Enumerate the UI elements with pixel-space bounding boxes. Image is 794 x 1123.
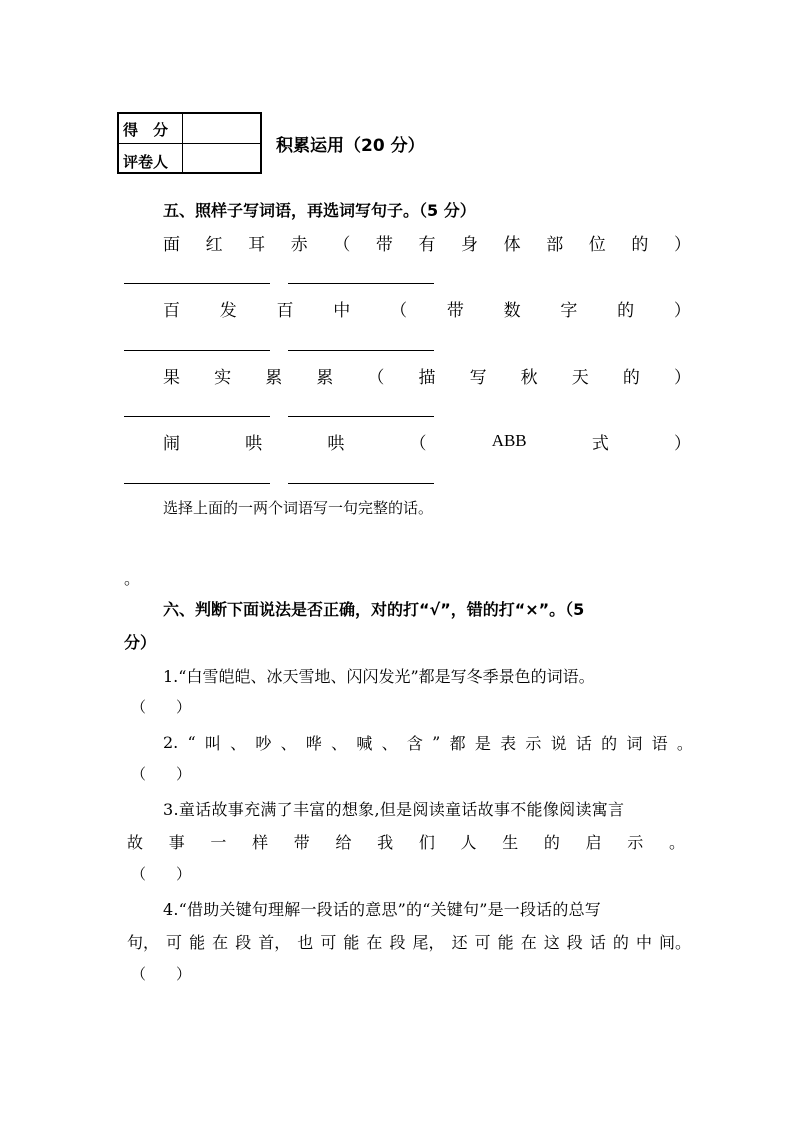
q5-word-row-4 xyxy=(163,429,691,453)
word-char: ） xyxy=(674,433,691,454)
q6-item-1: 1.“白雪皑皑、冰天雪地、闪闪发光”都是写冬季景色的词语。 xyxy=(163,667,595,686)
word-char: 写 xyxy=(469,367,487,388)
word-char: 带 xyxy=(375,234,393,255)
score-table xyxy=(117,112,262,174)
word-char: 位 xyxy=(588,234,606,255)
word-char: 耳 xyxy=(248,234,266,255)
word-char: （ xyxy=(390,300,408,321)
word-char: 累 xyxy=(265,367,283,388)
word-char: ） xyxy=(673,367,691,388)
word-char: 百 xyxy=(276,300,294,321)
q5-word-row-2 xyxy=(163,296,691,320)
q5-word-row-1 xyxy=(163,230,691,254)
q5-word-row-3 xyxy=(163,363,691,387)
word-char: 有 xyxy=(418,234,436,255)
word-char: 果 xyxy=(163,367,180,388)
word-char: 身 xyxy=(461,234,479,255)
word-char: 的 xyxy=(631,234,649,255)
word-char: 哄 xyxy=(327,433,345,454)
score-table-divider xyxy=(119,143,260,144)
word-char: 红 xyxy=(205,234,223,255)
answer-blank[interactable] xyxy=(124,283,270,284)
q6-item-4-answer[interactable]: （ ） xyxy=(131,965,192,983)
word-char: （ xyxy=(409,433,427,454)
q6-item-3-line-1: 3.童话故事充满了丰富的想象,但是阅读童话故事不能像阅读寓言 xyxy=(163,800,625,819)
section-title: 积累运用（20 分） xyxy=(276,136,425,156)
q6-item-4-line-1: 4.“借助关键句理解一段话的意思”的“关键句”是一段话的总写 xyxy=(163,900,601,919)
word-char: （ xyxy=(333,234,351,255)
answer-blank[interactable] xyxy=(124,483,270,484)
word-char: 描 xyxy=(418,367,436,388)
q5-title: 五、照样子写词语，再选词写句子。（5 分） xyxy=(163,201,476,220)
score-label: 得 分 xyxy=(123,121,169,139)
word-char: ） xyxy=(673,234,691,255)
score-table-column-divider xyxy=(182,114,183,172)
word-char: ABB xyxy=(491,431,527,450)
q6-title-continued: 分） xyxy=(124,633,157,652)
word-char: 的 xyxy=(617,300,635,321)
word-char: 字 xyxy=(560,300,578,321)
word-char: 百 xyxy=(163,300,180,321)
answer-blank[interactable] xyxy=(288,350,434,351)
word-char: 体 xyxy=(503,234,521,255)
word-char: 式 xyxy=(591,433,609,454)
word-char: 累 xyxy=(316,367,334,388)
word-char: 的 xyxy=(622,367,640,388)
word-char: 闹 xyxy=(163,433,180,454)
answer-blank[interactable] xyxy=(288,283,434,284)
q6-item-3-answer[interactable]: （ ） xyxy=(131,865,192,883)
answer-blank[interactable] xyxy=(124,416,270,417)
grader-label: 评卷人 xyxy=(123,153,169,171)
q6-item-1-answer[interactable]: （ ） xyxy=(131,698,192,716)
word-char: 实 xyxy=(214,367,232,388)
word-char: 面 xyxy=(163,234,180,255)
word-char: 部 xyxy=(546,234,564,255)
q5-sentence-end-mark: 。 xyxy=(124,569,141,588)
word-char: 带 xyxy=(446,300,464,321)
word-char: （ xyxy=(367,367,385,388)
q6-item-2: 2. “ 叫 、 吵 、 哗 、 喊 、 含 ” 都 是 表 示 说 话 的 词 语 。 xyxy=(163,733,693,753)
word-char: 天 xyxy=(571,367,589,388)
answer-blank[interactable] xyxy=(124,350,270,351)
word-char: 中 xyxy=(333,300,351,321)
word-char: 哄 xyxy=(245,433,263,454)
q6-item-3-line-2: 故 事 一 样 带 给 我 们 人 生 的 启 示 。 xyxy=(127,833,685,852)
grader-input[interactable] xyxy=(185,147,259,171)
word-char: 数 xyxy=(503,300,521,321)
word-char: 秋 xyxy=(520,367,538,388)
q6-item-4-line-2: 句， 可 能 在 段 首， 也 可 能 在 段 尾， 还 可 能 在 这 段 话 的 中 间。 xyxy=(127,933,691,952)
score-input[interactable] xyxy=(185,116,259,140)
word-char: ） xyxy=(673,300,691,321)
q6-title: 六、判断下面说法是否正确，对的打“√”，错的打“×”。（5 xyxy=(163,600,585,619)
answer-blank[interactable] xyxy=(288,416,434,417)
q5-instruction: 选择上面的一两个词语写一句完整的话。 xyxy=(163,499,434,517)
q6-item-2-answer[interactable]: （ ） xyxy=(131,765,192,783)
word-char: 赤 xyxy=(290,234,308,255)
answer-blank[interactable] xyxy=(288,483,434,484)
word-char: 发 xyxy=(219,300,237,321)
